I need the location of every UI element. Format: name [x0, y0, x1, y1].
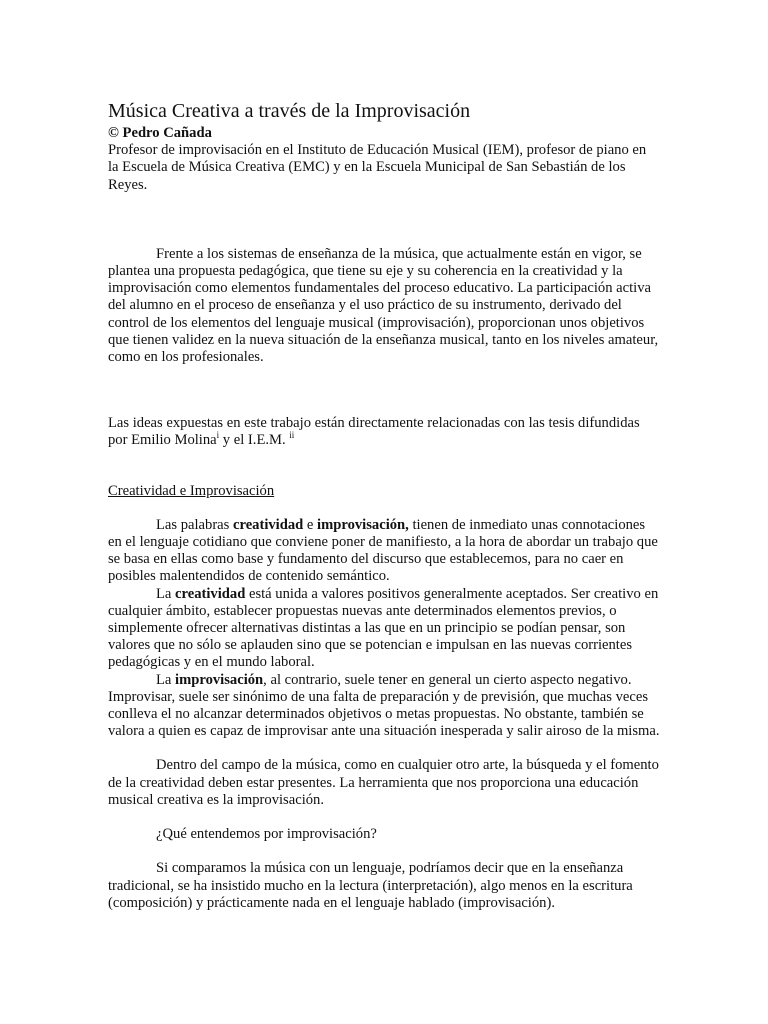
spacer	[108, 366, 660, 415]
ideas-paragraph	[108, 415, 660, 449]
paragraph-comparamos: Si comparamos la música con un lenguaje, podríamos decir que en la enseñanza tradicional, se ha insistido mucho en la lectura (interpretación), algo menos en la escritura (composición) y prácticamente nada en el lenguaje hablado (improvisación).	[108, 860, 633, 911]
text-run: La	[156, 671, 176, 688]
ideas-text: Las ideas expuestas en este trabajo están directamente relacionadas con las tesis difundidas por Emilio Molina	[108, 415, 640, 449]
paragraph-dentro: Dentro del campo de la música, como en cualquier otro arte, la búsqueda y el fomento de la creatividad deben estar presentes. La herramienta que nos proporciona una educación musical creativa es la improvisación.	[108, 757, 659, 808]
footnote-ref-1[interactable]: i	[216, 430, 220, 441]
bold-term-improvisacion: improvisación	[175, 671, 264, 688]
spacer	[108, 809, 660, 826]
text-run: , al contrario, suele tener en general un cierto aspecto negativo. Improvisar, suele ser sinónimo de una falta de preparación y de previsión, que muchas veces conlleva el no alcanzar determinados objetivos o metas propuestas. No obstante, también se valora a quien es capaz de improvisar ante una situación inesperada y salir airoso de la misma.	[108, 671, 660, 740]
section-heading: Creatividad e Improvisación	[108, 482, 275, 499]
document-page	[108, 100, 660, 912]
spacer	[108, 500, 660, 517]
paragraph-palabras	[108, 517, 660, 586]
spacer	[108, 843, 660, 860]
paragraph-improvisacion	[108, 672, 660, 741]
intro-paragraph: Frente a los sistemas de enseñanza de la música, que actualmente están en vigor, se plantea una propuesta pedagógica, que tiene su eje y su coherencia en la creatividad y la improvisación como elementos fundamentales del proceso educativo. La participación activa del alumno en el proceso de enseñanza y el uso práctico de su instrumento, derivado del control de los elementos del lenguaje musical (improvisación), proporcionan unos objetivos que tienen validez en la nueva situación de la enseñanza musical, tanto en los niveles amateur, como en los profesionales.	[108, 245, 659, 366]
text-run: La	[156, 585, 176, 602]
author-affiliation: Profesor de improvisación en el Instituto de Educación Musical (IEM), profesor de piano en la Escuela de Música Creativa (EMC) y en la Escuela Municipal de San Sebastián de los Reyes.	[108, 142, 647, 193]
bold-term-improvisacion: improvisación,	[317, 516, 409, 533]
paragraph-creatividad	[108, 586, 660, 672]
bold-term-creatividad: creatividad	[233, 516, 304, 533]
paragraph-question: ¿Qué entendemos por improvisación?	[156, 826, 377, 843]
text-run: Las palabras	[156, 516, 233, 533]
footnote-ref-2[interactable]: ii	[289, 430, 295, 441]
bold-term-creatividad: creatividad	[175, 585, 246, 602]
text-run: tienen de inmediato unas connotaciones en el lenguaje cotidiano que conviene poner de manifiesto, a la hora de abordar un trabajo que se basa en ellas como base y fundamento del discurso que establecemos, para no caer en posibles malentendidos de contenido semántico.	[108, 516, 658, 585]
document-title: Música Creativa a través de la Improvisación	[108, 100, 471, 122]
ideas-text-middle: y el I.E.M.	[219, 432, 290, 449]
spacer	[108, 450, 660, 483]
text-run: está unida a valores positivos generalmente aceptados. Ser creativo en cualquier ámbito, establecer propuestas nuevas ante determinados elementos previos, o simplemente ofrecer alternativas distintas a las que en un principio se podían pensar, son valores que no sólo se aplauden sino que se potencian e impulsan en las nuevas corrientes pedagógicas y en el mundo laboral.	[108, 585, 659, 671]
spacer	[108, 740, 660, 757]
document-author: © Pedro Cañada	[108, 125, 212, 141]
spacer	[108, 194, 660, 246]
text-run: e	[303, 516, 318, 533]
